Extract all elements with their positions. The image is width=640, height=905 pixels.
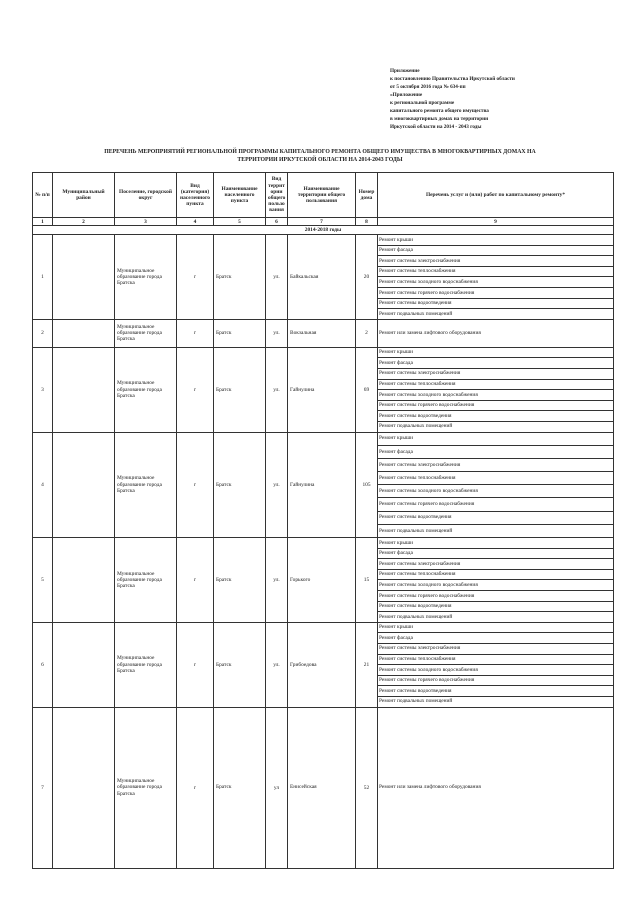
- locality-cell: Братск: [214, 347, 266, 432]
- work-item: Ремонт фасада: [378, 445, 614, 458]
- work-item: Ремонт подвальных помещений: [378, 612, 614, 623]
- locality-type-cell: г: [177, 235, 214, 320]
- table-row: [33, 347, 614, 358]
- column-number: 8: [356, 218, 378, 226]
- row-number: 3: [33, 347, 53, 432]
- appendix-line: от 5 октября 2016 года № 634-пп: [390, 84, 466, 90]
- district-cell: [53, 235, 115, 320]
- street-cell: Енисейская: [288, 707, 356, 868]
- column-header: Вид (категория) населенного пункта: [177, 173, 214, 218]
- work-item: Ремонт системы водоотведения: [378, 686, 614, 697]
- locality-type-cell: г: [177, 622, 214, 707]
- table-row: [33, 622, 614, 633]
- house-number-cell: 2: [356, 319, 378, 347]
- work-item: Ремонт или замена лифтового оборудования: [378, 707, 614, 868]
- locality-type-cell: г: [177, 538, 214, 623]
- column-header: Наименование территории общего пользования: [288, 173, 356, 218]
- locality-cell: Братск: [214, 622, 266, 707]
- district-cell: [53, 707, 115, 868]
- work-item: Ремонт системы теплоснабжения: [378, 569, 614, 580]
- table-row: [33, 319, 614, 347]
- district-cell: [53, 622, 115, 707]
- locality-cell: Братск: [214, 538, 266, 623]
- document-title: [30, 148, 610, 164]
- work-item: Ремонт системы горячего водоснабжения: [378, 287, 614, 298]
- street-cell: Вокзальная: [288, 319, 356, 347]
- work-item: Ремонт системы электроснабжения: [378, 559, 614, 570]
- locality-type-cell: г: [177, 432, 214, 538]
- work-item: Ремонт системы холодного водоснабжения: [378, 485, 614, 498]
- settlement-cell: Муниципальное образование города Братска: [115, 538, 177, 623]
- row-number: 7: [33, 707, 53, 868]
- area-type-cell: ул.: [266, 235, 288, 320]
- street-cell: Горького: [288, 538, 356, 623]
- work-item: Ремонт системы водоотведения: [378, 411, 614, 422]
- title-line: ТЕРРИТОРИИ ИРКУТСКОЙ ОБЛАСТИ НА 2014-2043 ГОДЫ: [237, 157, 403, 163]
- work-item: Ремонт подвальных помещений: [378, 421, 614, 432]
- work-item: Ремонт фасада: [378, 358, 614, 369]
- title-line: ПЕРЕЧЕНЬ МЕРОПРИЯТИЙ РЕГИОНАЛЬНОЙ ПРОГРАММЫ КАПИТАЛЬНОГО РЕМОНТА ОБЩЕГО ИМУЩЕСТВА В МНОГОКВАРТИРНЫХ ДОМАХ НА: [104, 149, 536, 155]
- street-cell: Грибоедова: [288, 622, 356, 707]
- column-number-row: [33, 218, 614, 226]
- table-row: [33, 707, 614, 868]
- area-type-cell: ул.: [266, 538, 288, 623]
- district-cell: [53, 538, 115, 623]
- work-item: Ремонт системы водоотведения: [378, 601, 614, 612]
- table-row: [33, 538, 614, 549]
- work-item: Ремонт системы холодного водоснабжения: [378, 580, 614, 591]
- row-number: 2: [33, 319, 53, 347]
- column-header: Наименование населенного пункта: [214, 173, 266, 218]
- district-cell: [53, 347, 115, 432]
- column-number: 4: [177, 218, 214, 226]
- work-item: Ремонт системы горячего водоснабжения: [378, 675, 614, 686]
- work-item: Ремонт крыши: [378, 235, 614, 246]
- work-item: Ремонт системы теплоснабжения: [378, 266, 614, 277]
- street-cell: Байкальская: [288, 235, 356, 320]
- column-number: 5: [214, 218, 266, 226]
- work-item: Ремонт системы теплоснабжения: [378, 654, 614, 665]
- work-item: Ремонт подвальных помещений: [378, 696, 614, 707]
- appendix-line: к региональной программе: [390, 100, 455, 106]
- period-label: 2014-2018 годы: [33, 226, 614, 235]
- settlement-cell: Муниципальное образование города Братска: [115, 347, 177, 432]
- column-number: 3: [115, 218, 177, 226]
- locality-type-cell: г: [177, 319, 214, 347]
- work-item: Ремонт системы электроснабжения: [378, 458, 614, 471]
- appendix-line: к постановлению Правительства Иркутской области: [390, 76, 515, 82]
- period-row: [33, 226, 614, 235]
- column-header: Перечень услуг и (или) работ по капитальному ремонту*: [378, 173, 614, 218]
- work-item: Ремонт крыши: [378, 622, 614, 633]
- column-header: Номер дома: [356, 173, 378, 218]
- settlement-cell: Муниципальное образование города Братска: [115, 235, 177, 320]
- house-number-cell: 20: [356, 235, 378, 320]
- street-cell: Гайнулина: [288, 347, 356, 432]
- row-number: 4: [33, 432, 53, 538]
- work-item: Ремонт системы электроснабжения: [378, 643, 614, 654]
- work-item: Ремонт подвальных помещений: [378, 309, 614, 320]
- settlement-cell: Муниципальное образование города Братска: [115, 622, 177, 707]
- settlement-cell: Муниципальное образование города Братска: [115, 707, 177, 868]
- house-number-cell: 105: [356, 432, 378, 538]
- settlement-cell: Муниципальное образование города Братска: [115, 319, 177, 347]
- work-item: Ремонт фасада: [378, 245, 614, 256]
- work-item: Ремонт крыши: [378, 538, 614, 549]
- work-item: Ремонт системы водоотведения: [378, 511, 614, 524]
- area-type-cell: ул: [266, 707, 288, 868]
- header-row: [33, 173, 614, 218]
- work-item: Ремонт системы горячего водоснабжения: [378, 400, 614, 411]
- appendix-line: в многоквартирных домах на территории: [390, 116, 489, 122]
- appendix-line: Приложение: [390, 68, 420, 74]
- area-type-cell: ул.: [266, 432, 288, 538]
- work-item: Ремонт системы теплоснабжения: [378, 472, 614, 485]
- work-item: Ремонт системы холодного водоснабжения: [378, 277, 614, 288]
- work-item: Ремонт фасада: [378, 633, 614, 644]
- row-number: 6: [33, 622, 53, 707]
- area-type-cell: ул.: [266, 347, 288, 432]
- work-item: Ремонт или замена лифтового оборудования: [378, 319, 614, 347]
- column-number: 7: [288, 218, 356, 226]
- row-number: 5: [33, 538, 53, 623]
- house-number-cell: 15: [356, 538, 378, 623]
- appendix-line: «Приложение: [390, 92, 423, 98]
- column-header: Поселение, городской округ: [115, 173, 177, 218]
- locality-type-cell: г: [177, 707, 214, 868]
- appendix-block: [390, 67, 625, 131]
- appendix-line: капитального ремонта общего имущества: [390, 108, 489, 114]
- column-header: № п/п: [33, 173, 53, 218]
- house-number-cell: 52: [356, 707, 378, 868]
- column-number: 2: [53, 218, 115, 226]
- house-number-cell: 69: [356, 347, 378, 432]
- work-item: Ремонт крыши: [378, 347, 614, 358]
- district-cell: [53, 319, 115, 347]
- settlement-cell: Муниципальное образование города Братска: [115, 432, 177, 538]
- work-item: Ремонт системы горячего водоснабжения: [378, 498, 614, 511]
- area-type-cell: ул.: [266, 319, 288, 347]
- column-header: Вид террит ории общего пользо вания: [266, 173, 288, 218]
- house-number-cell: 21: [356, 622, 378, 707]
- work-item: Ремонт системы электроснабжения: [378, 368, 614, 379]
- table-row: [33, 432, 614, 445]
- locality-cell: Братск: [214, 235, 266, 320]
- street-cell: Гайнулина: [288, 432, 356, 538]
- works-table: [32, 172, 614, 869]
- work-item: Ремонт системы теплоснабжения: [378, 379, 614, 390]
- locality-cell: Братск: [214, 707, 266, 868]
- column-number: 6: [266, 218, 288, 226]
- work-item: Ремонт системы электроснабжения: [378, 256, 614, 267]
- work-item: Ремонт фасада: [378, 548, 614, 559]
- appendix-line: Иркутской области на 2014 - 2043 годы: [390, 124, 482, 130]
- work-item: Ремонт системы холодного водоснабжения: [378, 390, 614, 401]
- area-type-cell: ул.: [266, 622, 288, 707]
- column-number: 9: [378, 218, 614, 226]
- column-header: Муниципальный район: [53, 173, 115, 218]
- work-item: Ремонт подвальных помещений: [378, 524, 614, 537]
- work-item: Ремонт системы водоотведения: [378, 298, 614, 309]
- locality-cell: Братск: [214, 432, 266, 538]
- work-item: Ремонт системы горячего водоснабжения: [378, 590, 614, 601]
- column-number: 1: [33, 218, 53, 226]
- work-item: Ремонт крыши: [378, 432, 614, 445]
- district-cell: [53, 432, 115, 538]
- row-number: 1: [33, 235, 53, 320]
- locality-type-cell: г: [177, 347, 214, 432]
- table-row: [33, 235, 614, 246]
- locality-cell: Братск: [214, 319, 266, 347]
- work-item: Ремонт системы холодного водоснабжения: [378, 665, 614, 676]
